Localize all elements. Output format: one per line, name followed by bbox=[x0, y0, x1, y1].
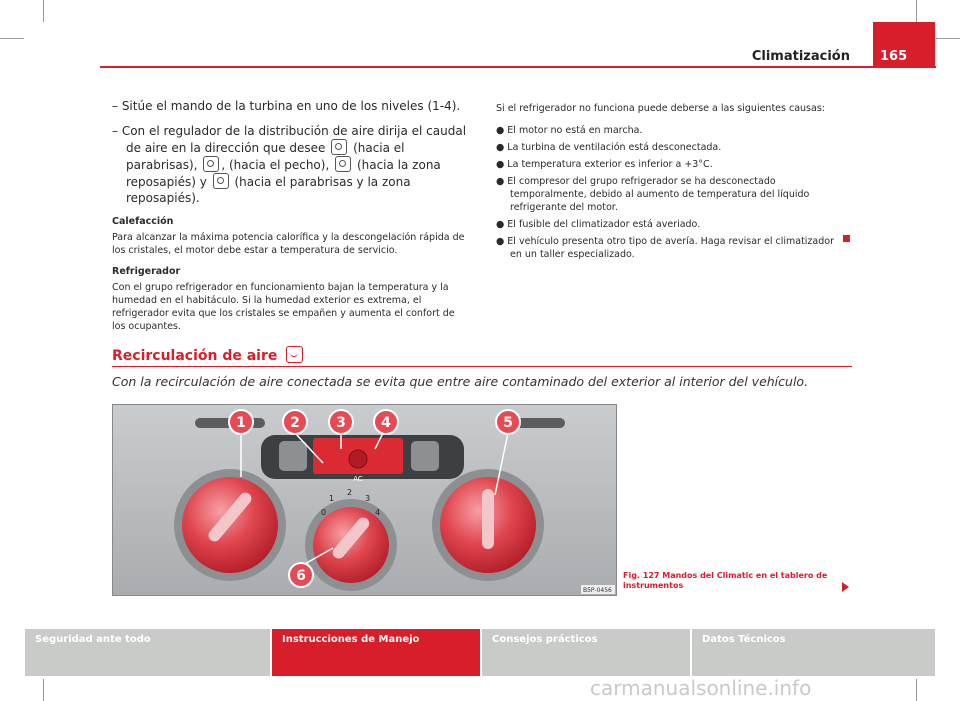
section-title bbox=[112, 346, 303, 364]
crop-mark bbox=[0, 38, 24, 39]
list-item: ● La turbina de ventilación está desconectada. bbox=[496, 142, 722, 153]
list-item: ● La temperatura exterior es inferior a +3°C. bbox=[496, 159, 713, 170]
callout-6 bbox=[289, 563, 313, 587]
callout-1 bbox=[229, 410, 253, 434]
instruction-step: – Sitúe el mando de la turbina en uno de los niveles (1-4). bbox=[112, 99, 461, 113]
section-intro: Con la recirculación de aire conectada se evita que entre aire contaminado del exterior al interior del vehículo. bbox=[112, 374, 809, 389]
windshield-footwell-icon bbox=[213, 173, 229, 189]
callout-3 bbox=[329, 410, 353, 434]
svg-text:5: 5 bbox=[503, 415, 513, 431]
svg-text:4: 4 bbox=[381, 415, 391, 431]
page-number: 165 bbox=[880, 49, 908, 64]
left-column bbox=[112, 98, 467, 339]
list-item: ● El vehículo presenta otro tipo de avería. Haga revisar el climatizador en un taller especializado. bbox=[496, 236, 834, 260]
windshield-vent-icon bbox=[331, 139, 347, 155]
footer-tab-practical-tips[interactable]: Consejos prácticos bbox=[482, 629, 690, 676]
svg-text:6: 6 bbox=[296, 568, 306, 584]
crop-mark bbox=[916, 679, 917, 701]
crop-mark bbox=[43, 0, 44, 22]
instruction-text: (hacia el parabrisas), bbox=[126, 141, 405, 172]
footer-tab-operating-instructions[interactable]: Instrucciones de Manejo bbox=[272, 629, 480, 676]
paragraph: Para alcanzar la máxima potencia calorífica y la descongelación rápida de los cristales, el motor debe estar a temperatura de servicio. bbox=[112, 232, 465, 256]
fan-scale-label: 0 bbox=[321, 508, 327, 517]
paragraph: Con el grupo refrigerador en funcionamiento bajan la temperatura y la humedad en el habitáculo. Si la humedad exterior es extrema, el refrigerador evita que los cristales se empañen y aumenta el confort de los ocupantes. bbox=[112, 282, 455, 332]
fan-scale-label: 2 bbox=[347, 488, 353, 497]
crop-mark bbox=[936, 38, 960, 39]
footwell-vent-icon bbox=[335, 156, 351, 172]
ac-label: AC bbox=[353, 475, 363, 483]
fan-scale-label: 4 bbox=[375, 508, 381, 517]
seat-heater-right-button[interactable] bbox=[411, 441, 439, 471]
crop-mark bbox=[43, 679, 44, 701]
callout-2 bbox=[283, 410, 307, 434]
svg-text:2: 2 bbox=[290, 415, 300, 431]
figure-caption: Fig. 127 Mandos del Climatic en el tablero de instrumentos bbox=[623, 571, 828, 590]
instruction-text: (hacia la zona reposapiés) y bbox=[126, 158, 441, 189]
subheading-heating: Calefacción bbox=[112, 216, 174, 227]
chapter-title: Climatización bbox=[751, 49, 850, 64]
callout-5 bbox=[496, 410, 520, 434]
right-column bbox=[496, 102, 848, 265]
seat-heater-left-button[interactable] bbox=[279, 441, 307, 471]
climatic-controls-drawing bbox=[113, 405, 616, 595]
watermark: carmanualsonline.info bbox=[590, 676, 812, 700]
crop-mark bbox=[916, 0, 917, 22]
ac-button[interactable] bbox=[349, 450, 367, 468]
header-rule bbox=[100, 66, 936, 68]
knob-grip bbox=[482, 489, 494, 549]
continue-arrow-icon bbox=[842, 582, 849, 592]
fan-scale-label: 1 bbox=[329, 494, 335, 503]
climatic-controls-figure bbox=[112, 404, 617, 596]
chest-vent-icon bbox=[203, 156, 219, 172]
footer-tab-technical-data[interactable]: Datos Técnicos bbox=[692, 629, 935, 676]
instruction-text: , (hacia el pecho), bbox=[221, 158, 330, 172]
section-rule bbox=[112, 366, 852, 367]
callout-4 bbox=[374, 410, 398, 434]
footer-tab-safety[interactable]: Seguridad ante todo bbox=[25, 629, 270, 676]
subheading-cooling: Refrigerador bbox=[112, 266, 181, 277]
instruction-text: (hacia el parabrisas y la zona reposapiés). bbox=[126, 175, 411, 205]
list-item: ● El fusible del climatizador está averiado. bbox=[496, 219, 701, 230]
list-item: ● El compresor del grupo refrigerador se ha desconectado temporalmente, debido al aumento de temperatura del líquido refrigerante del motor. bbox=[496, 176, 810, 213]
recirculation-icon bbox=[286, 346, 303, 363]
list-item: ● El motor no está en marcha. bbox=[496, 125, 643, 136]
section-title-text: Recirculación de aire bbox=[112, 348, 278, 364]
svg-text:1: 1 bbox=[236, 415, 246, 431]
instruction-step bbox=[112, 123, 467, 206]
fan-scale-label: 3 bbox=[365, 494, 371, 503]
instruction-text: – Con el regulador de la distribución de aire dirija el caudal de aire en la dirección que desee bbox=[112, 124, 467, 155]
svg-text:3: 3 bbox=[336, 415, 346, 431]
section-end-marker bbox=[843, 235, 850, 242]
paragraph: Si el refrigerador no funciona puede deberse a las siguientes causas: bbox=[496, 103, 825, 114]
figure-code: B5P-0456 bbox=[583, 587, 612, 594]
